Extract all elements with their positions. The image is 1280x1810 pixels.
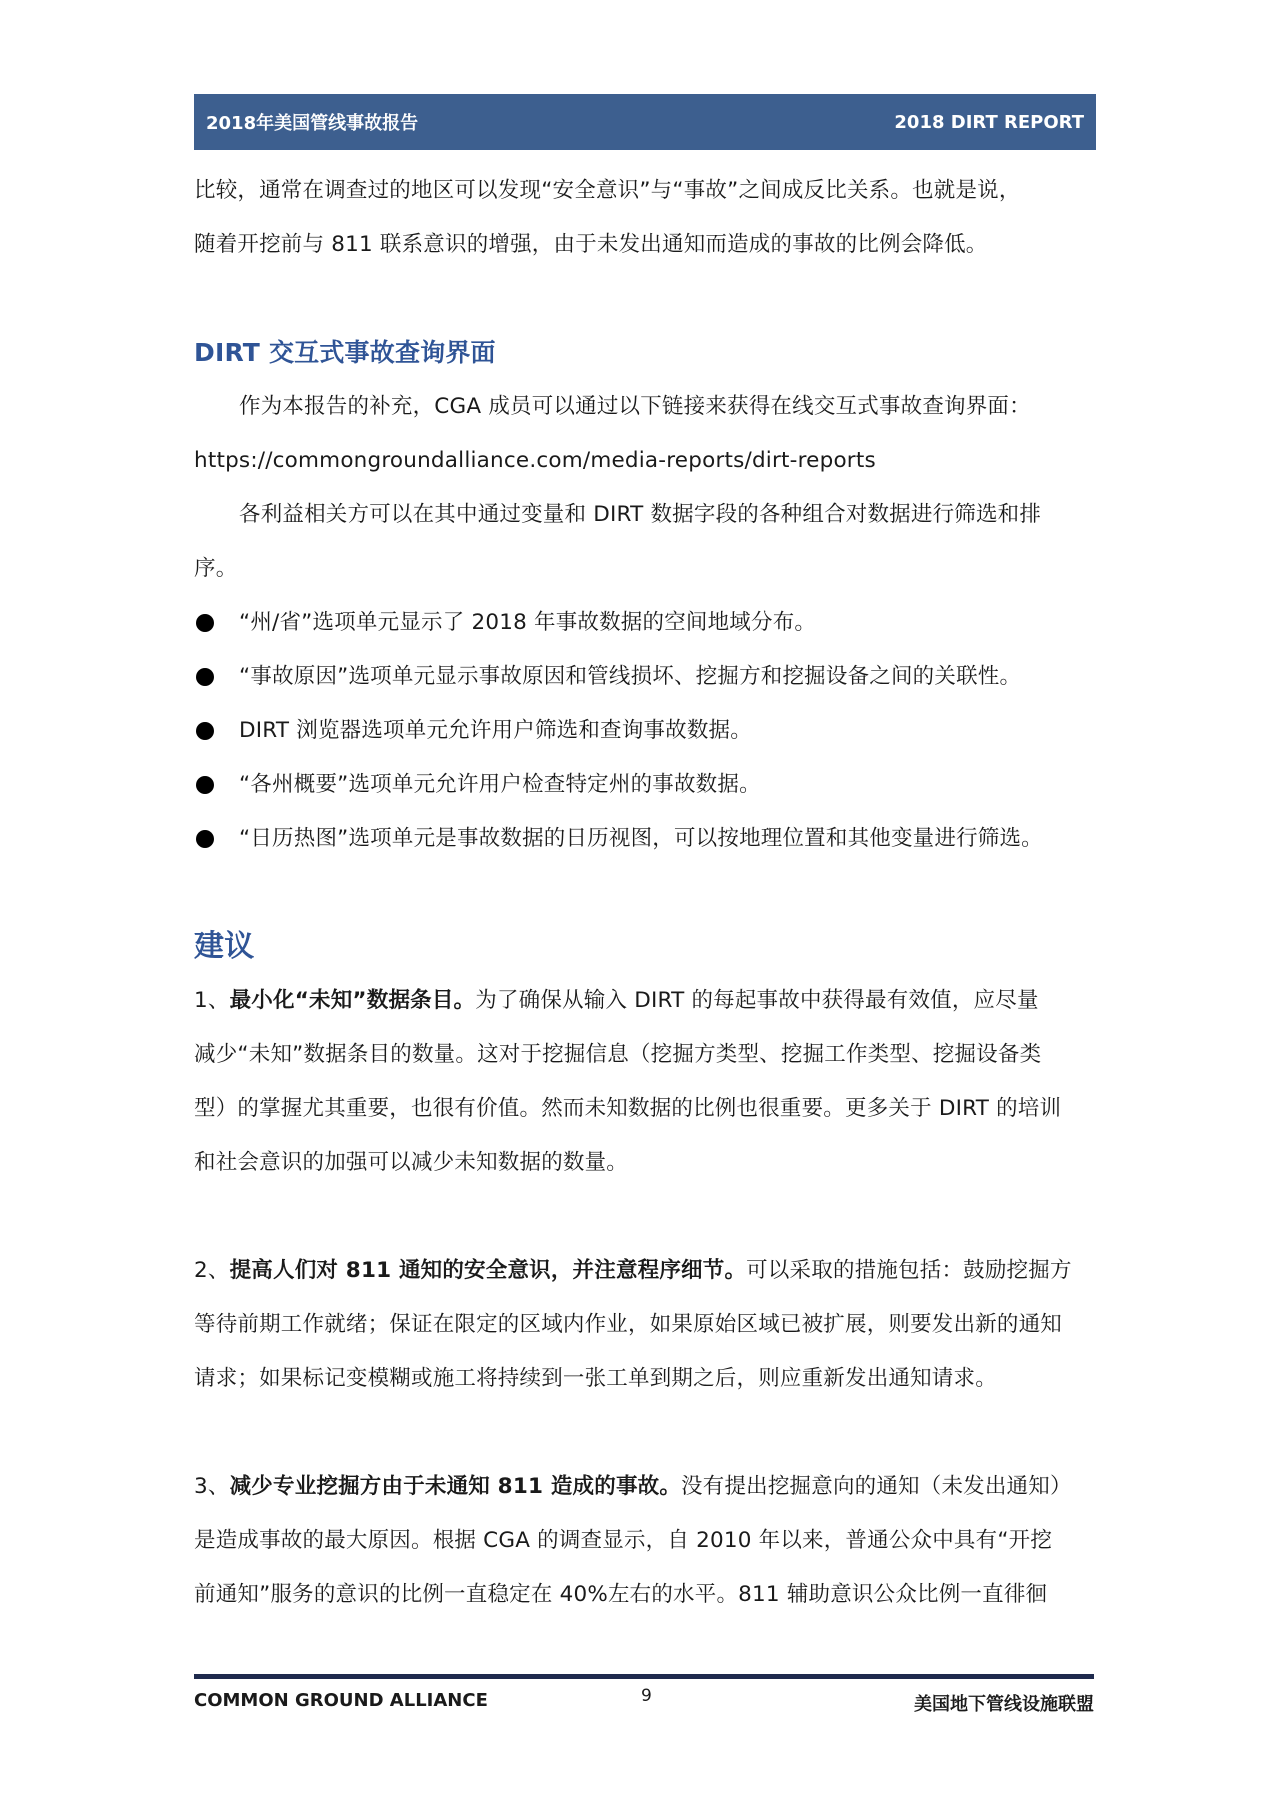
recommendation-2-line: 2、提高人们对 811 通知的安全意识，并注意程序细节。可以采取的措施包括：鼓励挖掘方 [194,1258,1072,1283]
intro-paragraph [194,164,1096,272]
intro-line: 比较，通常在调查过的地区可以发现“安全意识”与“事故”之间成反比关系。也就是说， [194,178,1021,203]
recommendation-3-title: 减少专业挖掘方由于未通知 811 造成的事故。 [229,1474,682,1499]
dirt-section-heading: DIRT 交互式事故查询界面 [194,338,496,367]
list-item: “日历热图”选项单元是事故数据的日历视图，可以按地理位置和其他变量进行筛选。 [194,812,1096,866]
dirt-module-list [194,596,1096,866]
recommendation-2-line: 等待前期工作就绪；保证在限定的区域内作业，如果原始区域已被扩展，则要发出新的通知 [194,1312,1063,1337]
footer-organization-chinese: 美国地下管线设施联盟 [914,1694,1094,1715]
recommendation-1-line: 1、最小化“未知”数据条目。为了确保从输入 DIRT 的每起事故中获得最有效值，应尽量 [194,988,1039,1013]
bullet-icon [196,614,214,632]
footer-divider [194,1674,1094,1679]
footer-organization-english: COMMON GROUND ALLIANCE [194,1690,488,1711]
recommendation-2-line: 请求；如果标记变模糊或施工将持续到一张工单到期之后，则应重新发出通知请求。 [194,1366,997,1391]
list-item: “州/省”选项单元显示了 2018 年事故数据的空间地域分布。 [194,596,1096,650]
bullet-icon [196,722,214,740]
recommendation-1-line: 减少“未知”数据条目的数量。这对于挖掘信息（挖掘方类型、挖掘工作类型、挖掘设备类 [194,1042,1042,1067]
bullet-icon [196,830,214,848]
recommendation-2-title: 提高人们对 811 通知的安全意识，并注意程序细节。 [229,1258,747,1283]
list-item: “事故原因”选项单元显示事故原因和管线损坏、挖掘方和挖掘设备之间的关联性。 [194,650,1096,704]
recommendations-section [194,920,1096,1190]
recommendation-1-title: 最小化“未知”数据条目。 [229,988,476,1013]
page-number: 9 [641,1686,652,1706]
recommendation-3-line: 3、减少专业挖掘方由于未通知 811 造成的事故。没有提出挖掘意向的通知（未发出通知） [194,1474,1072,1499]
recommendation-3-line: 前通知”服务的意识的比例一直稳定在 40%左右的水平。811 辅助意识公众比例一直徘徊 [194,1582,1048,1607]
dirt-paragraph: 作为本报告的补充，CGA 成员可以通过以下链接来获得在线交互式事故查询界面： [239,394,1031,419]
recommendation-1-line: 型）的掌握尤其重要，也很有价值。然而未知数据的比例也很重要。更多关于 DIRT 的培训 [194,1096,1062,1121]
header-title-chinese: 2018年美国管线事故报告 [206,113,419,134]
dirt-paragraph: 序。 [194,556,238,581]
bullet-icon [196,668,214,686]
recommendation-3 [194,1460,1096,1622]
header-title-english: 2018 DIRT REPORT [894,111,1084,133]
dirt-reports-url: https://commongroundalliance.com/media-reports/dirt-reports [194,448,876,473]
recommendation-1-line: 和社会意识的加强可以减少未知数据的数量。 [194,1150,629,1175]
list-item: DIRT 浏览器选项单元允许用户筛选和查询事故数据。 [194,704,1096,758]
recommendations-heading: 建议 [194,929,255,964]
dirt-section [194,326,1096,866]
list-item: “各州概要”选项单元允许用户检查特定州的事故数据。 [194,758,1096,812]
recommendation-3-line: 是造成事故的最大原因。根据 CGA 的调查显示，自 2010 年以来，普通公众中具有“开挖 [194,1528,1053,1553]
bullet-icon [196,776,214,794]
recommendation-2 [194,1244,1096,1406]
intro-line: 随着开挖前与 811 联系意识的增强，由于未发出通知而造成的事故的比例会降低。 [194,232,988,257]
page-footer [194,1682,1094,1722]
dirt-paragraph: 各利益相关方可以在其中通过变量和 DIRT 数据字段的各种组合对数据进行筛选和排 [239,502,1042,527]
page-header [194,94,1096,150]
